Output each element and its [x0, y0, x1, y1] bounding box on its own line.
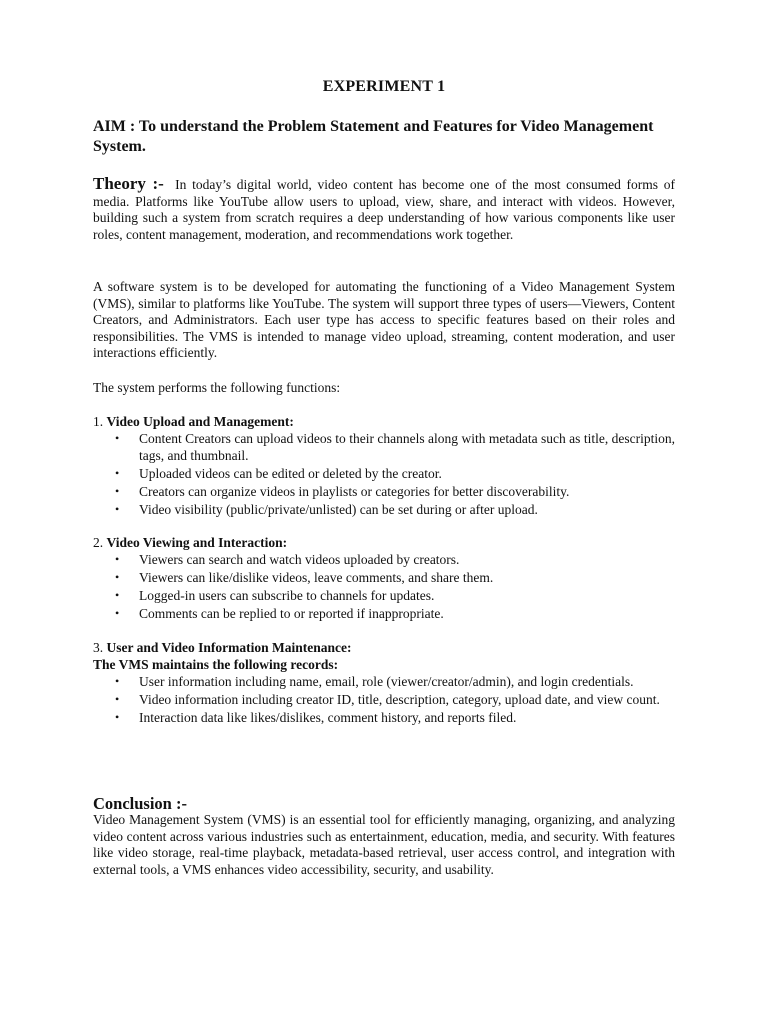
section-video-upload	[93, 413, 675, 519]
bullet-list	[93, 551, 675, 622]
section-title: User and Video Information Maintenance:	[106, 640, 352, 655]
conclusion-paragraph: Video Management System (VMS) is an essential tool for efficiently managing, organizing, and analyzing video content across various industries such as entertainment, education, media, and security. With features like video storage, real-time playback, metadata-based retrieval, user access control, and integration with external tools, a VMS enhances video accessibility, security, and usability.	[93, 812, 675, 877]
list-item: • Viewers can like/dislike videos, leave comments, and share them.	[115, 570, 494, 585]
theory-paragraph	[93, 176, 675, 243]
bullet-icon: •	[115, 466, 120, 481]
bullet-icon: •	[115, 674, 120, 689]
section-subheading: The VMS maintains the following records:	[93, 657, 339, 673]
section-number: 1.	[93, 414, 104, 429]
section-heading	[93, 639, 675, 656]
bullet-icon: •	[115, 431, 120, 446]
bullet-icon: •	[115, 552, 120, 567]
system-description-paragraph: A software system is to be developed for automating the functioning of a Video Management System (VMS), similar to platforms like YouTube. The system will support three types of users—Viewers, Content Creators, and Administrators. Each user type has access to specific features based on their roles and responsibilities. The VMS is intended to manage video upload, streaming, content moderation, and user interactions efficiently.	[93, 279, 675, 361]
list-item: • Viewers can search and watch videos uploaded by creators.	[115, 552, 460, 568]
list-item: • Logged-in users can subscribe to channels for updates.	[115, 587, 435, 603]
bullet-icon: •	[115, 692, 120, 707]
section-heading	[93, 534, 675, 551]
bullet-icon: •	[115, 710, 120, 724]
aim-statement: AIM : To understand the Problem Statement and Features for Video Management System.	[93, 118, 654, 155]
bullet-list	[93, 673, 675, 726]
list-item: • Interaction data like likes/dislikes, comment history, and reports filed.	[115, 710, 517, 725]
section-heading	[93, 413, 675, 430]
bullet-icon: •	[115, 570, 120, 584]
document-title: EXPERIMENT 1	[322, 78, 446, 95]
list-item: • Content Creators can upload videos to their channels along with metadata such as title, description, tags, and thumbnail.	[115, 431, 675, 464]
bullet-icon: •	[115, 605, 120, 620]
list-item: • Video information including creator ID, title, description, category, upload date, and view count.	[115, 692, 660, 708]
document-page	[93, 0, 675, 1024]
conclusion-heading: Conclusion :-	[93, 794, 187, 813]
bullet-list	[93, 430, 675, 518]
section-title: Video Viewing and Interaction:	[106, 535, 288, 550]
section-video-viewing	[93, 534, 675, 622]
functions-intro: The system performs the following functions:	[93, 380, 341, 395]
section-number: 2.	[93, 535, 104, 550]
list-item: • Comments can be replied to or reported if inappropriate.	[115, 605, 444, 621]
list-item: • Uploaded videos can be edited or deleted by the creator.	[115, 466, 442, 482]
section-number: 3.	[93, 640, 104, 655]
list-item: • User information including name, email, role (viewer/creator/admin), and login credentials.	[115, 674, 634, 690]
theory-text: In today’s digital world, video content has become one of the most consumed forms of media. Platforms like YouTube allow users to upload, view, share, and interact with videos. However, building such a system from scratch requires a deep understanding of how various components like user roles, content management, moderation, and recommendations work together.	[93, 177, 675, 242]
bullet-icon: •	[115, 501, 120, 516]
section-title: Video Upload and Management:	[106, 414, 294, 429]
theory-heading: Theory :-	[93, 174, 164, 193]
bullet-icon: •	[115, 587, 120, 602]
list-item: • Video visibility (public/private/unlisted) can be set during or after upload.	[115, 501, 538, 517]
list-item: • Creators can organize videos in playlists or categories for better discoverability.	[115, 484, 570, 499]
section-information-maintenance	[93, 639, 675, 727]
bullet-icon: •	[115, 484, 120, 498]
